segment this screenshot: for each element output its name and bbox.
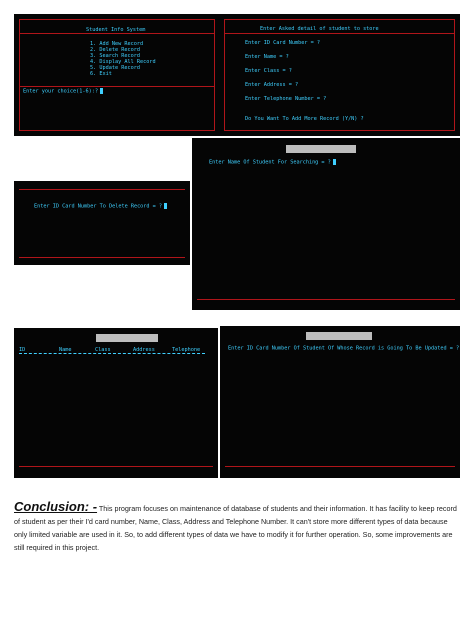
screenshot-display-all xyxy=(14,328,218,478)
store-frame xyxy=(224,19,455,131)
menu-prompt-divider xyxy=(19,86,215,87)
store-title-divider xyxy=(224,33,455,34)
search-prompt: Enter Name Of Student For Searching = ? xyxy=(209,159,336,166)
conclusion-heading: Conclusion: - xyxy=(14,499,98,514)
column-header: Class xyxy=(95,347,111,353)
screenshot-search xyxy=(192,138,460,310)
column-header: Name xyxy=(59,347,72,353)
store-field: Enter Class = ? xyxy=(245,68,292,74)
menu-item: 5. Update Record xyxy=(90,65,140,71)
title-bar xyxy=(286,145,356,153)
column-header: ID xyxy=(19,347,26,353)
store-field: Enter ID Card Number = ? xyxy=(245,40,320,46)
screenshot-update xyxy=(220,326,460,478)
menu-frame xyxy=(19,19,215,131)
cursor xyxy=(100,88,103,94)
top-divider xyxy=(19,189,185,190)
bottom-divider xyxy=(19,466,213,467)
screenshot-main-menu xyxy=(14,14,460,136)
bottom-divider xyxy=(19,257,185,258)
column-header: Address xyxy=(133,347,155,353)
title-bar xyxy=(96,334,158,342)
cursor xyxy=(164,203,167,209)
add-more-prompt: Do You Want To Add More Record (Y/N) ? xyxy=(245,116,364,122)
delete-prompt: Enter ID Card Number To Delete Record = ? xyxy=(34,203,167,210)
store-field: Enter Name = ? xyxy=(245,54,289,60)
store-field: Enter Telephone Number = ? xyxy=(245,96,327,102)
menu-item: 6. Exit xyxy=(90,71,112,77)
menu-item: 3. Search Record xyxy=(90,53,140,59)
choice-prompt: Enter your choice(1-6):? xyxy=(23,88,103,95)
bottom-divider xyxy=(225,466,455,467)
cursor xyxy=(333,159,336,165)
column-header: Telephone xyxy=(172,347,201,353)
conclusion-paragraph xyxy=(14,500,460,554)
menu-title: Student Info System xyxy=(86,27,146,33)
store-field: Enter Address = ? xyxy=(245,82,299,88)
store-title: Enter Asked detail of student to store xyxy=(260,26,379,32)
title-bar xyxy=(306,332,372,340)
update-prompt: Enter ID Card Number Of Student Of Whose Record is Going To Be Updated = ? xyxy=(228,345,460,352)
menu-item: 4. Display All Record xyxy=(90,59,156,65)
screenshot-delete xyxy=(14,181,190,265)
header-underline xyxy=(19,353,205,354)
menu-title-divider xyxy=(19,33,215,34)
conclusion-text: This program focuses on maintenance of database of students and their information. It has facility to keep record of student as per their I'd card number, Name, Class, Address and Telephone Number. It can't store more different types of data because only limited variable are used in it. So, to add different types of data we have to modify it for further operation. So, some improvements are still required in this project. xyxy=(14,504,457,552)
menu-item: 1. Add New Record xyxy=(90,41,144,47)
menu-item: 2. Delete Record xyxy=(90,47,140,53)
bottom-divider xyxy=(197,299,455,300)
